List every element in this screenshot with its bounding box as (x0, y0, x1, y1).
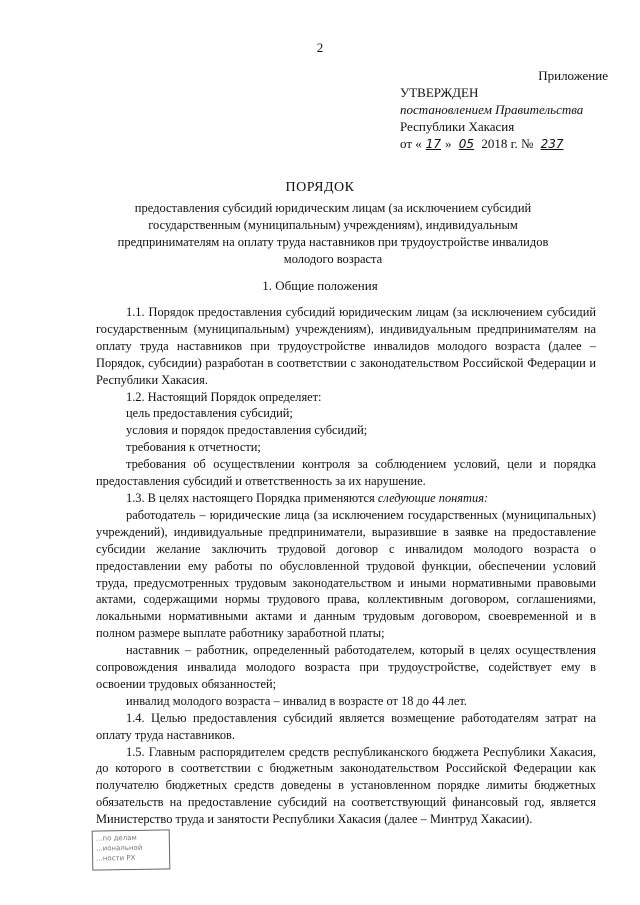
paragraph-1-4: 1.4. Целью предоставления субсидий является возмещение работодателям затрат на оплату труда наставников. (96, 710, 596, 742)
approved-org: Республики Хакасия (400, 119, 515, 134)
list-item-control: требования об осуществлении контроля за соблюдением условий, цели и порядка предоставления субсидий и ответственность за их нарушение. (96, 457, 596, 489)
date-year: 2018 г. № (481, 136, 534, 151)
definition-mentor: наставник – работник, определенный работодателем, который в целях осуществления сопровождения инвалида молодого возраста при трудоустройстве, содействует ему в освоении трудовых обязанностей; (96, 643, 596, 691)
appendix-label: Приложение (538, 68, 608, 83)
paragraph-1-5: 1.5. Главным распорядителем средств республиканского бюджета Республики Хакасия, до которого в соответствии с бюджетным законодательством Российской Федерации как получателю бюджетных средств доведены в установленном порядке лимиты бюджетных обязательств на предоставление субсидий на соответствующий финансовый год, является Министерство труда и занятости Республики Хакасия (далее – Минтруд Хакасии). (96, 744, 596, 827)
paragraph-1-2: 1.2. Настоящий Порядок определяет: (126, 389, 322, 404)
page-number: 2 (316, 40, 324, 55)
document-body (96, 304, 596, 828)
date-day-handwritten: 17 (425, 137, 442, 151)
date-prefix: от « (400, 136, 422, 151)
document-subtitle: предоставления субсидий юридическим лицам (за исключением субсидий государственным (муниципальным) учреждениям), индивидуальным предпринимателям на оплату труда наставников при трудоустройстве инвалидов молодого возраста (117, 201, 549, 266)
list-item-goal: цель предоставления субсидий; (126, 406, 293, 421)
paragraph-1-1: 1.1. Порядок предоставления субсидий юридическим лицам (за исключением субсидий государственным (муниципальным) учреждениям), индивидуальным предпринимателям на оплату труда наставников при трудоустройстве инвалидов молодого возраста (далее – Порядок, субсидии) разработан в соответствии с законодательством Российской Федерации и Республики Хакасия. (96, 305, 596, 387)
registration-stamp: ...по делам ...иональной ...ности РХ (92, 829, 171, 870)
definition-employer: работодатель – юридические лица (за исключением государственных (муниципальных) учреждений), индивидуальные предприниматели, выразившие в заявке на предоставление субсидии желание заключить трудовой договор с инвалидом молодого возраста о предоставлении ему работы по обусловленной трудовой функции, обеспечении условий труда, предусмотренных трудовым законодательством и иными нормативными правовыми актами, содержащими нормы трудового права, коллективным договором, соглашениями, локальными нормативными актами и данным трудовым договором, своевременной и в полном размере выплате работнику заработной платы; (96, 507, 596, 641)
definition-young-disabled: инвалид молодого возраста – инвалид в возрасте от 18 до 44 лет. (126, 693, 467, 708)
decree-number-handwritten: 237 (540, 137, 564, 151)
date-month-handwritten: 05 (458, 137, 475, 151)
approval-block (400, 84, 583, 153)
paragraph-1-3: 1.3. В целях настоящего Порядка применяются следующие понятия: (126, 490, 489, 505)
date-mid: » (445, 136, 452, 151)
section-title: 1. Общие положения (262, 278, 378, 293)
list-item-reporting: требования к отчетности; (126, 440, 261, 455)
list-item-conditions: условия и порядок предоставления субсидий; (126, 423, 368, 438)
approved-by: постановлением Правительства (400, 102, 584, 117)
document-title: ПОРЯДОК (285, 180, 355, 195)
approval-date (400, 135, 583, 153)
approved-label: УТВЕРЖДЕН (400, 85, 479, 100)
